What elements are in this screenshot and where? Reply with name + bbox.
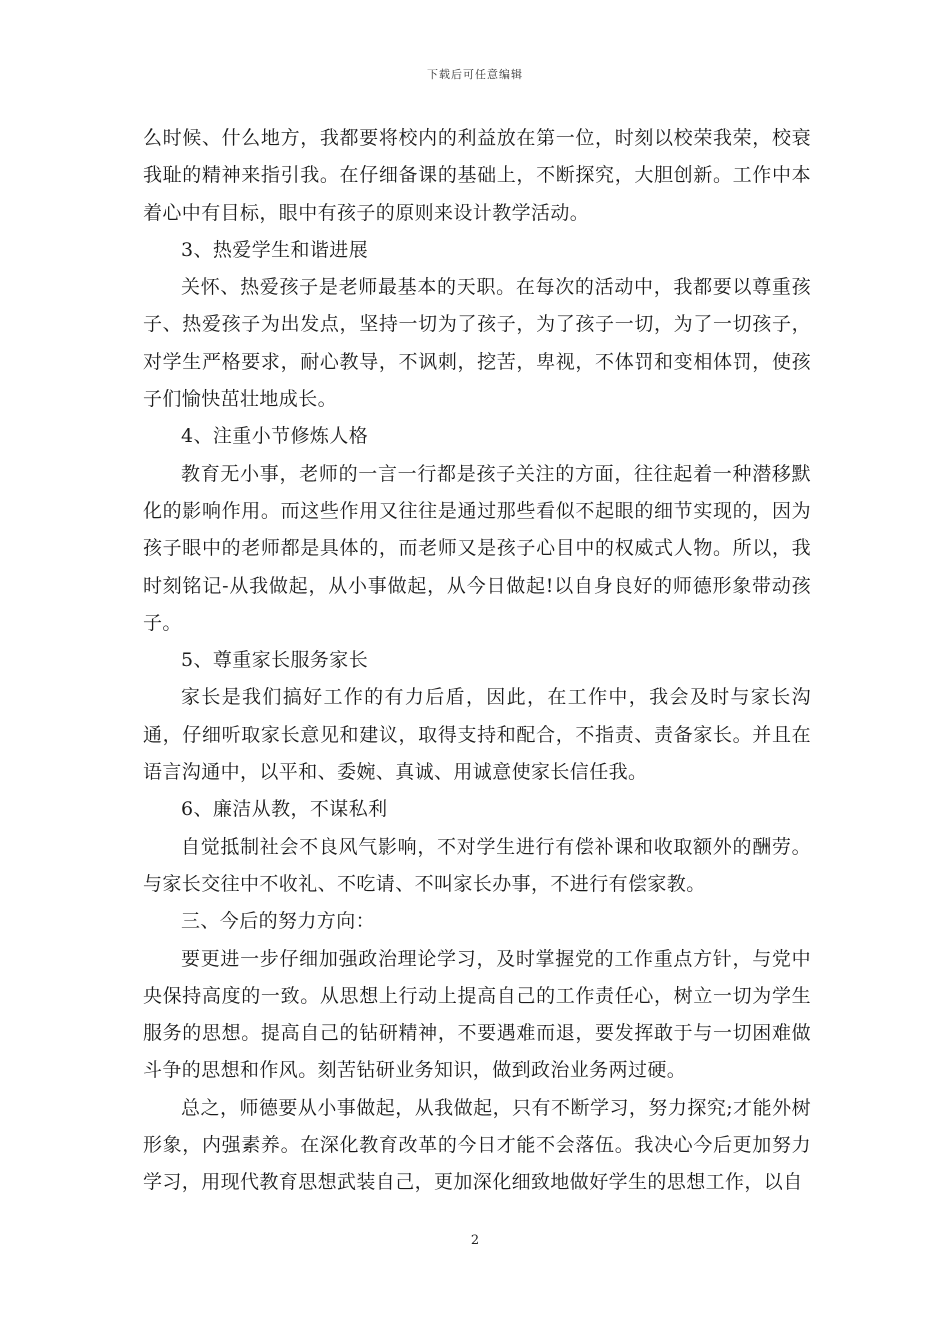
paragraph-integrity: 自觉抵制社会不良风气影响，不对学生进行有偿补课和收取额外的酬劳。与家长交往中不收礼、不吃请、不叫家长办事，不进行有偿家教。 [143,835,811,895]
paragraph-parents: 家长是我们搞好工作的有力后盾，因此，在工作中，我会及时与家长沟通，仔细听取家长意见和建议，取得支持和配合，不指责、责备家长。并且在语言沟通中，以平和、委婉、真诚、用诚意使家长信任我。 [143,686,811,784]
section-heading-3: 3、热爱学生和谐进展 [181,238,369,261]
section-heading-6: 6、廉洁从教，不谋私利 [181,798,388,821]
paragraph-continuation: 么时候、什么地方，我都要将校内的利益放在第一位，时刻以校荣我荣，校衰我耻的精神来指引我。在仔细备课的基础上，不断探究，大胆创新。工作中本着心中有目标，眼中有孩子的原则来设计教学活动。 [143,127,811,224]
document-body [143,120,811,1202]
paragraph-conclusion: 总之，师德要从小事做起，从我做起，只有不断学习，努力探究;才能外树形象，内强素养。在深化教育改革的今日才能不会落伍。我决心今后更加努力学习，用现代教育思想武装自己，更加深化细致地做好学生的思想工作，以自 [143,1096,811,1194]
page-number: 2 [470,1233,480,1248]
section-heading-4: 4、注重小节修炼人格 [181,425,369,448]
page-header: 下载后可任意编辑 [427,68,523,81]
paragraph-care-students: 关怀、热爱孩子是老师最基本的天职。在每次的活动中，我都要以尊重孩子、热爱孩子为出发点，坚持一切为了孩子，为了孩子一切，为了一切孩子，对学生严格要求，耐心教导，不讽刺，挖苦，卑视，不体罚和变相体罚，使孩子们愉快茁壮地成长。 [143,276,811,411]
section-heading-future: 三、今后的努力方向： [181,910,376,933]
paragraph-future-direction: 要更进一步仔细加强政治理论学习，及时掌握党的工作重点方针，与党中央保持高度的一致。从思想上行动上提高自己的工作责任心，树立一切为学生服务的思想。提高自己的钻研精神，不要遇难而退，要发挥敢于与一切困难做斗争的思想和作风。刻苦钻研业务知识，做到政治业务两过硬。 [143,947,811,1082]
section-heading-5: 5、尊重家长服务家长 [181,649,369,672]
paragraph-details: 教育无小事，老师的一言一行都是孩子关注的方面，往往起着一种潜移默化的影响作用。而这些作用又往往是通过那些看似不起眼的细节实现的，因为孩子眼中的老师都是具体的，而老师又是孩子心目中的权威式人物。所以，我时刻铭记-从我做起，从小事做起，从今日做起!以自身良好的师德形象带动孩子。 [143,462,811,634]
